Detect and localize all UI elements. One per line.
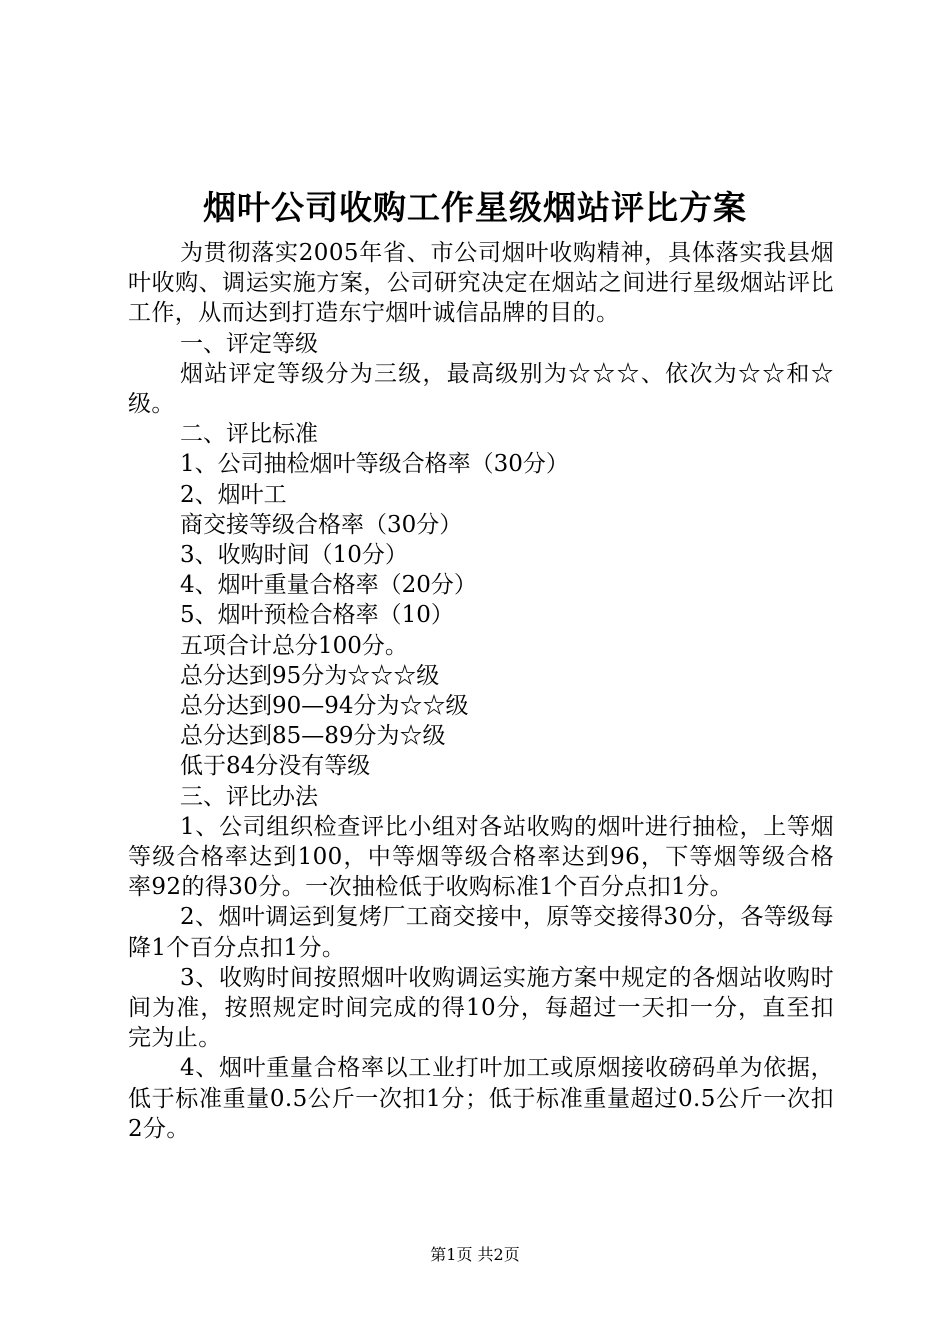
- page-footer: 第1页 共2页: [430, 1245, 520, 1264]
- section-heading-criteria: 二、评比标准: [180, 421, 318, 448]
- criteria-item-2-continued: 商交接等级合格率（30分）: [180, 511, 463, 538]
- method-paragraph-2: 2、烟叶调运到复烤厂工商交接中，原等交接得30分，各等级每降1个百分点扣1分。: [128, 904, 834, 961]
- total-score-line: 五项合计总分100分。: [180, 632, 408, 659]
- grade-two-star-line: 总分达到90—94分为☆☆级: [180, 693, 469, 720]
- criteria-item-3: 3、收购时间（10分）: [180, 542, 408, 569]
- grading-paragraph: 烟站评定等级分为三级，最高级别为☆☆☆、依次为☆☆和☆级。: [128, 360, 834, 418]
- section-heading-grading: 一、评定等级: [180, 330, 318, 357]
- method-paragraph-1: 1、公司组织检查评比小组对各站收购的烟叶进行抽检，上等烟等级合格率达到100，中等烟等级合格率达到96，下等烟等级合格率92的得30分。一次抽检低于收购标准1个百分点扣1分。: [128, 813, 834, 901]
- method-paragraph-3: 3、收购时间按照烟叶收购调运实施方案中规定的各烟站收购时间为准，按照规定时间完成的得10分，每超过一天扣一分，直至扣完为止。: [128, 964, 834, 1052]
- criteria-item-1: 1、公司抽检烟叶等级合格率（30分）: [180, 451, 569, 478]
- no-grade-line: 低于84分没有等级: [180, 753, 371, 780]
- criteria-item-4: 4、烟叶重量合格率（20分）: [180, 572, 477, 599]
- criteria-item-2: 2、烟叶工: [180, 481, 287, 508]
- section-heading-methods: 三、评比办法: [180, 783, 318, 810]
- document-title: 烟叶公司收购工作星级烟站评比方案: [203, 188, 747, 227]
- grade-one-star-line: 总分达到85—89分为☆级: [180, 723, 446, 750]
- document-body: [128, 238, 834, 1144]
- method-paragraph-4: 4、烟叶重量合格率以工业打叶加工或原烟接收磅码单为依据，低于标准重量0.5公斤一次扣1分；低于标准重量超过0.5公斤一次扣2分。: [128, 1055, 834, 1142]
- intro-paragraph: 为贯彻落实2005年省、市公司烟叶收购精神，具体落实我县烟叶收购、调运实施方案，公司研究决定在烟站之间进行星级烟站评比工作，从而达到打造东宁烟叶诚信品牌的目的。: [128, 240, 834, 327]
- grade-three-star-line: 总分达到95分为☆☆☆级: [180, 662, 440, 689]
- criteria-item-5: 5、烟叶预检合格率（10）: [180, 602, 454, 629]
